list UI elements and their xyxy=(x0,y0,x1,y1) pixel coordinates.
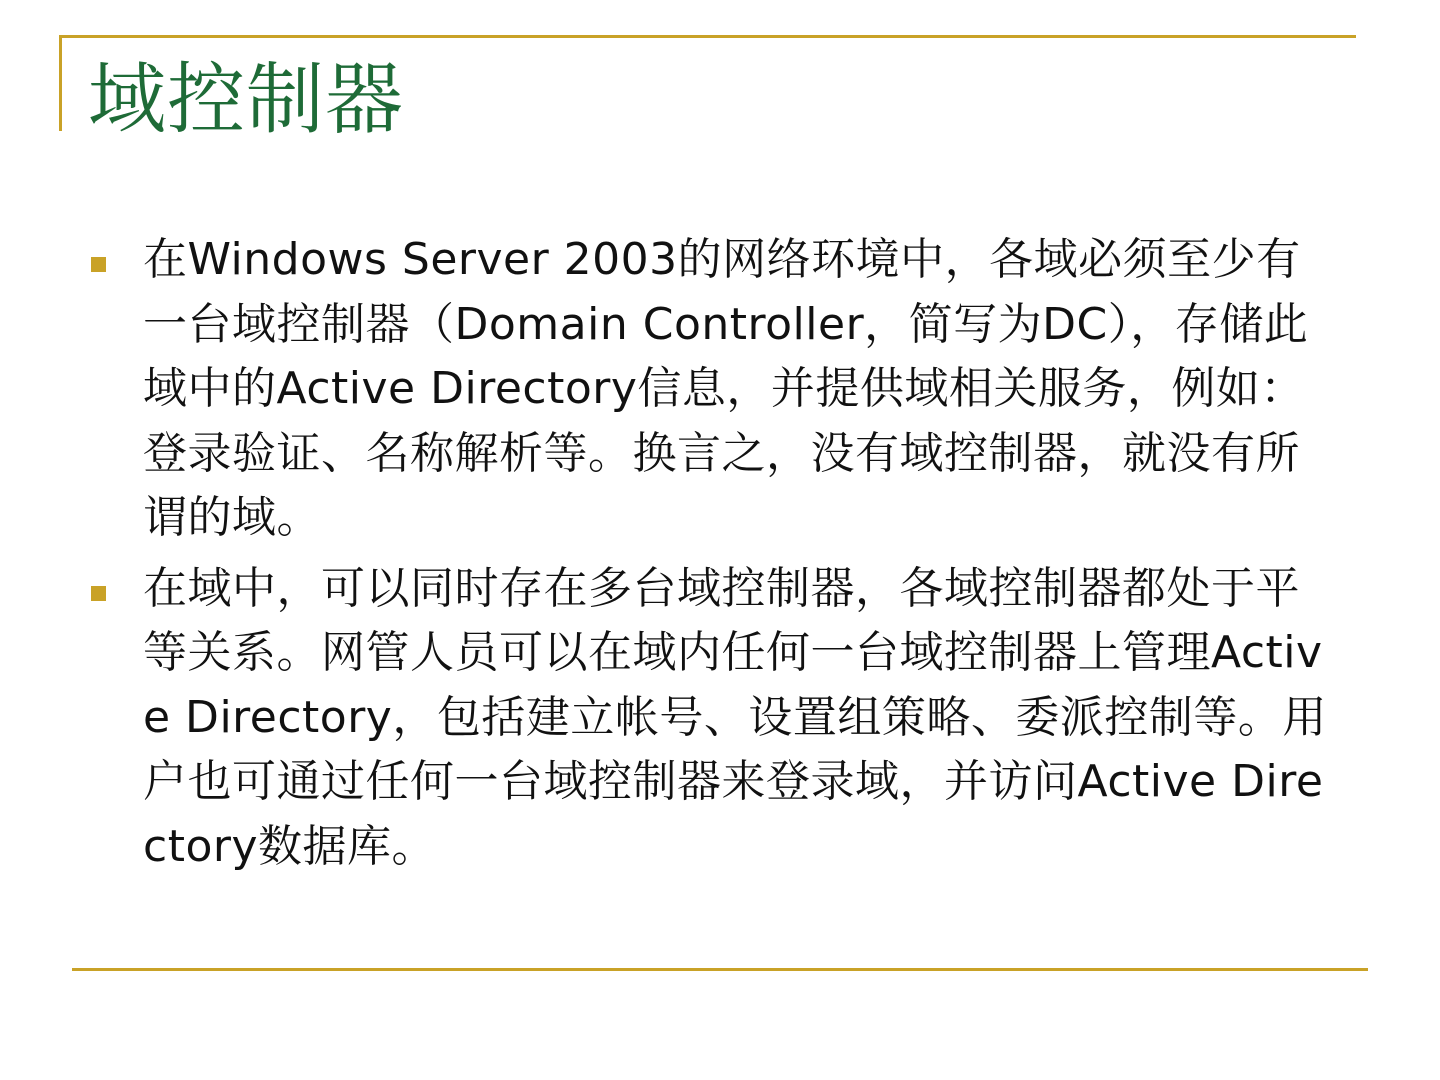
bullet-list xyxy=(0,228,1440,879)
bullet-text: 在域中，可以同时存在多台域控制器，各域控制器都处于平等关系。网管人员可以在域内任何一台域控制器上管理Active Directory，包括建立帐号、设置组策略、委派控制等。用户也可通过任何一台域控制器来登录域，并访问Active Directory数据库。 xyxy=(143,562,1327,872)
square-bullet-icon xyxy=(91,586,106,601)
square-bullet-icon xyxy=(91,257,106,272)
bullet-item xyxy=(0,557,1440,880)
bullet-text: 在Windows Server 2003的网络环境中，各域必须至少有一台域控制器（Domain Controller，简写为DC），存储此域中的Active Directory信息，并提供域相关服务，例如：登录验证、名称解析等。换言之，没有域控制器，就没有所谓的域。 xyxy=(143,234,1309,543)
top-rule xyxy=(59,35,1356,38)
left-rule xyxy=(59,35,62,131)
bottom-rule xyxy=(72,968,1368,971)
bullet-item xyxy=(0,228,1440,551)
slide-title: 域控制器 xyxy=(88,55,405,145)
